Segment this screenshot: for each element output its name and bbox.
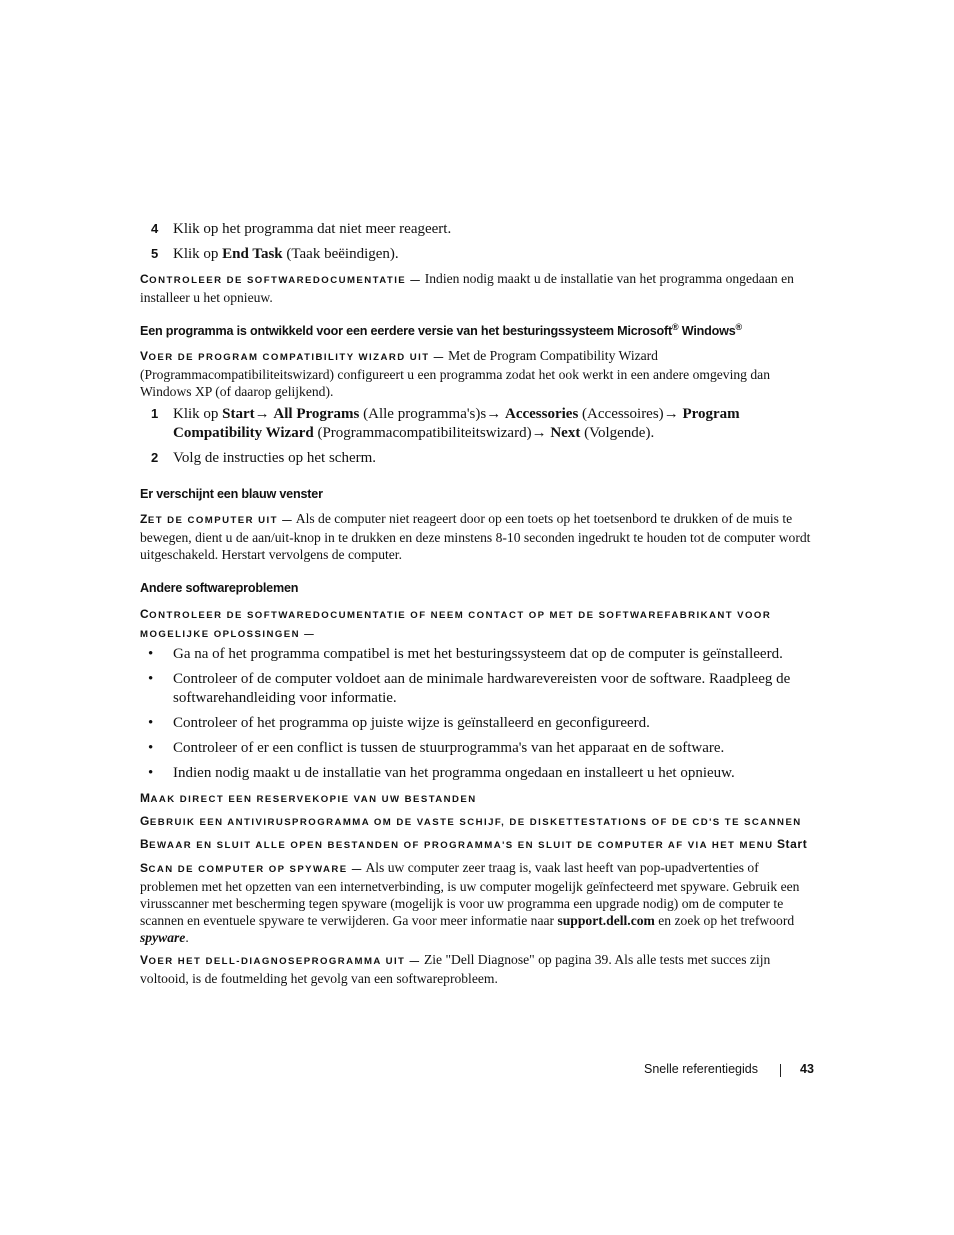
tip-turn-off-computer — [140, 510, 815, 563]
step-text: Klik op het programma dat niet meer reageert. — [173, 221, 452, 237]
tip-close-programs: BEWAAR EN SLUIT ALLE OPEN BESTANDEN OF PROGRAMMA'S EN SLUIT DE COMPUTER AF VIA HET MENU Start — [140, 837, 808, 851]
tip-check-documentation — [140, 270, 815, 306]
step-number: 4 — [151, 221, 159, 236]
tip-lead: VOER DE PROGRAM COMPATIBILITY WIZARD UIT — — [140, 349, 445, 363]
step-text: Klik op End Task (Taak beëindigen). — [173, 246, 399, 262]
tip-text: Met de Program Compatibility Wizard (Programmacompatibiliteitswizard) configureert u een programma zodat het ook werkt in een andere omgeving dan Windows XP (of daarop gelijkend). — [140, 348, 770, 399]
step-number: 5 — [151, 246, 159, 261]
keyword-spyware: spyware — [140, 930, 186, 945]
tip-lead: CONTROLEER DE SOFTWAREDOCUMENTATIE — — [140, 272, 422, 286]
tip-lead: VOER HET DELL-DIAGNOSEPROGRAMMA UIT — — [140, 953, 421, 967]
footer-divider — [780, 1064, 781, 1077]
tip-lead: ZET DE COMPUTER UIT — — [140, 512, 294, 526]
tip-text: Indien nodig maakt u de installatie van het programma ongedaan en installeer u het opnieuw. — [140, 271, 794, 305]
tip-contact-manufacturer — [140, 605, 815, 643]
step-number: 1 — [151, 406, 159, 421]
heading-blue-screen: Er verschijnt een blauw venster — [140, 487, 323, 501]
tip-lead: CONTROLEER DE SOFTWAREDOCUMENTATIE OF NEEM CONTACT OP MET DE SOFTWAREFABRIKANT VOOR MOGELIJKE OPLOSSINGEN — — [140, 607, 772, 640]
heading-other-problems: Andere softwareproblemen — [140, 581, 299, 595]
tip-scan-spyware: SCAN DE COMPUTER OP SPYWARE — Als uw computer zeer traag is, vaak last heeft van pop-upadvertenties of problemen met het opzetten van een internetverbinding, is uw computer mogelijk geïnfecteerd met spyware. Gebruik een virusscanner met bescherming tegen spyware (mogelijk is voor uw programma een upgrade nodig) om de computer te scannen en eventuele spyware te verwijderen. Ga voor meer informatie naar support.dell.com en zoek op het trefwoord spyware. — [140, 860, 800, 945]
support-link[interactable]: support.dell.com — [557, 913, 655, 928]
end-task-label: End Task — [222, 246, 283, 262]
footer-title: Snelle referentiegids — [644, 1062, 758, 1076]
bullet-icon: • — [148, 765, 154, 781]
tip-text: Als de computer niet reageert door op een toets op het toetsenbord te drukken of de muis te bewegen, dient u de aan/uit-knop in te drukken en deze minstens 8-10 seconden ingedrukt te houden tot de computer wordt uitgeschakeld. Herstart vervolgens de computer. — [140, 511, 811, 562]
tip-dell-diagnostics — [140, 951, 815, 987]
tip-backup-files: MAAK DIRECT EEN RESERVEKOPIE VAN UW BESTANDEN — [140, 791, 477, 805]
page-number: 43 — [800, 1062, 814, 1076]
step-text: Volg de instructies op het scherm. — [173, 450, 377, 466]
bullet-icon: • — [148, 740, 154, 756]
tip-compatibility-wizard — [140, 347, 815, 400]
document-page: 4 Klik op het programma dat niet meer reageert. 5 Klik op End Task (Taak beëindigen). CONTROLEER DE SOFTWAREDOCUMENTATIE — Indien nodig maakt u de installatie van het programma ongedaan en installeer u het opnieuw. Een programma is ontwikkeld voor een eerdere versie van het besturingssysteem Microsoft® Windows® VOER DE PROGRAM COMPATIBILITY WIZARD UIT — Met de Program Compatibility Wizard (Programmacompatibiliteitswizard) configureert u een programma zodat het ook werkt in een andere omgeving dan Windows XP (of daarop gelijkend). 1 Klik op Start→ All Programs (Alle programma's)s→ Accessories (Accessoires)→ Program Compatibility Wizard (Programmacompatibiliteitswizard)→ Next (Volgende). 2 Volg de instructies op het scherm. Er verschijnt een blauw venster ZET DE COMPUTER UIT — Als de computer niet reageert door op een toets op het toetsenbord te drukken of de muis te bewegen, dient u de aan/uit-knop in te drukken en deze minstens 8-10 seconden ingedrukt te houden tot de computer wordt uitgeschakeld. Herstart vervolgens de computer. Andere softwareproblemen CONTROLEER DE SOFTWAREDOCUMENTATIE OF NEEM CONTACT OP MET DE SOFTWAREFABRIKANT VOOR MOGELIJKE OPLOSSINGEN — • Ga na of het programma compatibel is met het besturingssysteem dat op de computer is geïnstalleerd. • Controleer of de computer voldoet aan de minimale hardwarevereisten voor de software. Raadpleeg de softwarehandleiding voor informatie. • Controleer of het programma op juiste wijze is geïnstalleerd en geconfigureerd. • Controleer of er een conflict is tussen de stuurprogramma's van het apparaat en de software. • Indien nodig maakt u de installatie van het programma ongedaan en installeert u het opnieuw. MAAK DIRECT EEN RESERVEKOPIE VAN UW BESTANDEN GEBRUIK EEN ANTIVIRUSPROGRAMMA OM DE VASTE SCHIJF, DE DISKETTESTATIONS OF DE CD'S TE SCANNEN BEWAAR EN SLUIT ALLE OPEN BESTANDEN OF PROGRAMMA'S EN SLUIT DE COMPUTER AF VIA HET MENU Start SCAN DE COMPUTER OP SPYWARE — Als uw computer zeer traag is, vaak last heeft van pop-upadvertenties of problemen met het opzetten van een internetverbinding, is uw computer mogelijk geïnfecteerd met spyware. Gebruik een virusscanner met bescherming tegen spyware (mogelijk is voor uw programma een upgrade nodig) om de computer te scannen en eventuele spyware te verwijderen. Ga voor meer informatie naar support.dell.com en zoek op het trefwoord spyware. VOER HET DELL-DIAGNOSEPROGRAMMA UIT — Zie "Dell Diagnose" op pagina 39. Als alle tests met succes zijn voltooid, is de foutmelding het gevolg van een softwareprobleem. Snelle referentiegids 43 — [0, 0, 954, 1235]
start-menu-label: Start — [776, 837, 808, 851]
tip-lead: SCAN DE COMPUTER OP SPYWARE — — [140, 861, 363, 875]
step-number: 2 — [151, 450, 159, 465]
heading-older-version: Een programma is ontwikkeld voor een eerdere versie van het besturingssysteem Microsoft® Windows® — [140, 322, 742, 339]
bullet-icon: • — [148, 671, 154, 687]
tip-text: Zie "Dell Diagnose" op pagina 39. Als alle tests met succes zijn voltooid, is de foutmelding het gevolg van een softwareprobleem. — [140, 952, 771, 986]
bullet-icon: • — [148, 646, 154, 662]
tip-antivirus: GEBRUIK EEN ANTIVIRUSPROGRAMMA OM DE VASTE SCHIJF, DE DISKETTESTATIONS OF DE CD'S TE SCANNEN — [140, 814, 802, 828]
step-text: Klik op Start→ All Programs (Alle programma's)s→ Accessories (Accessoires)→ Program Compatibility Wizard (Programmacompatibiliteitswizard)→ Next (Volgende). — [173, 406, 740, 441]
bullet-icon: • — [148, 715, 154, 731]
